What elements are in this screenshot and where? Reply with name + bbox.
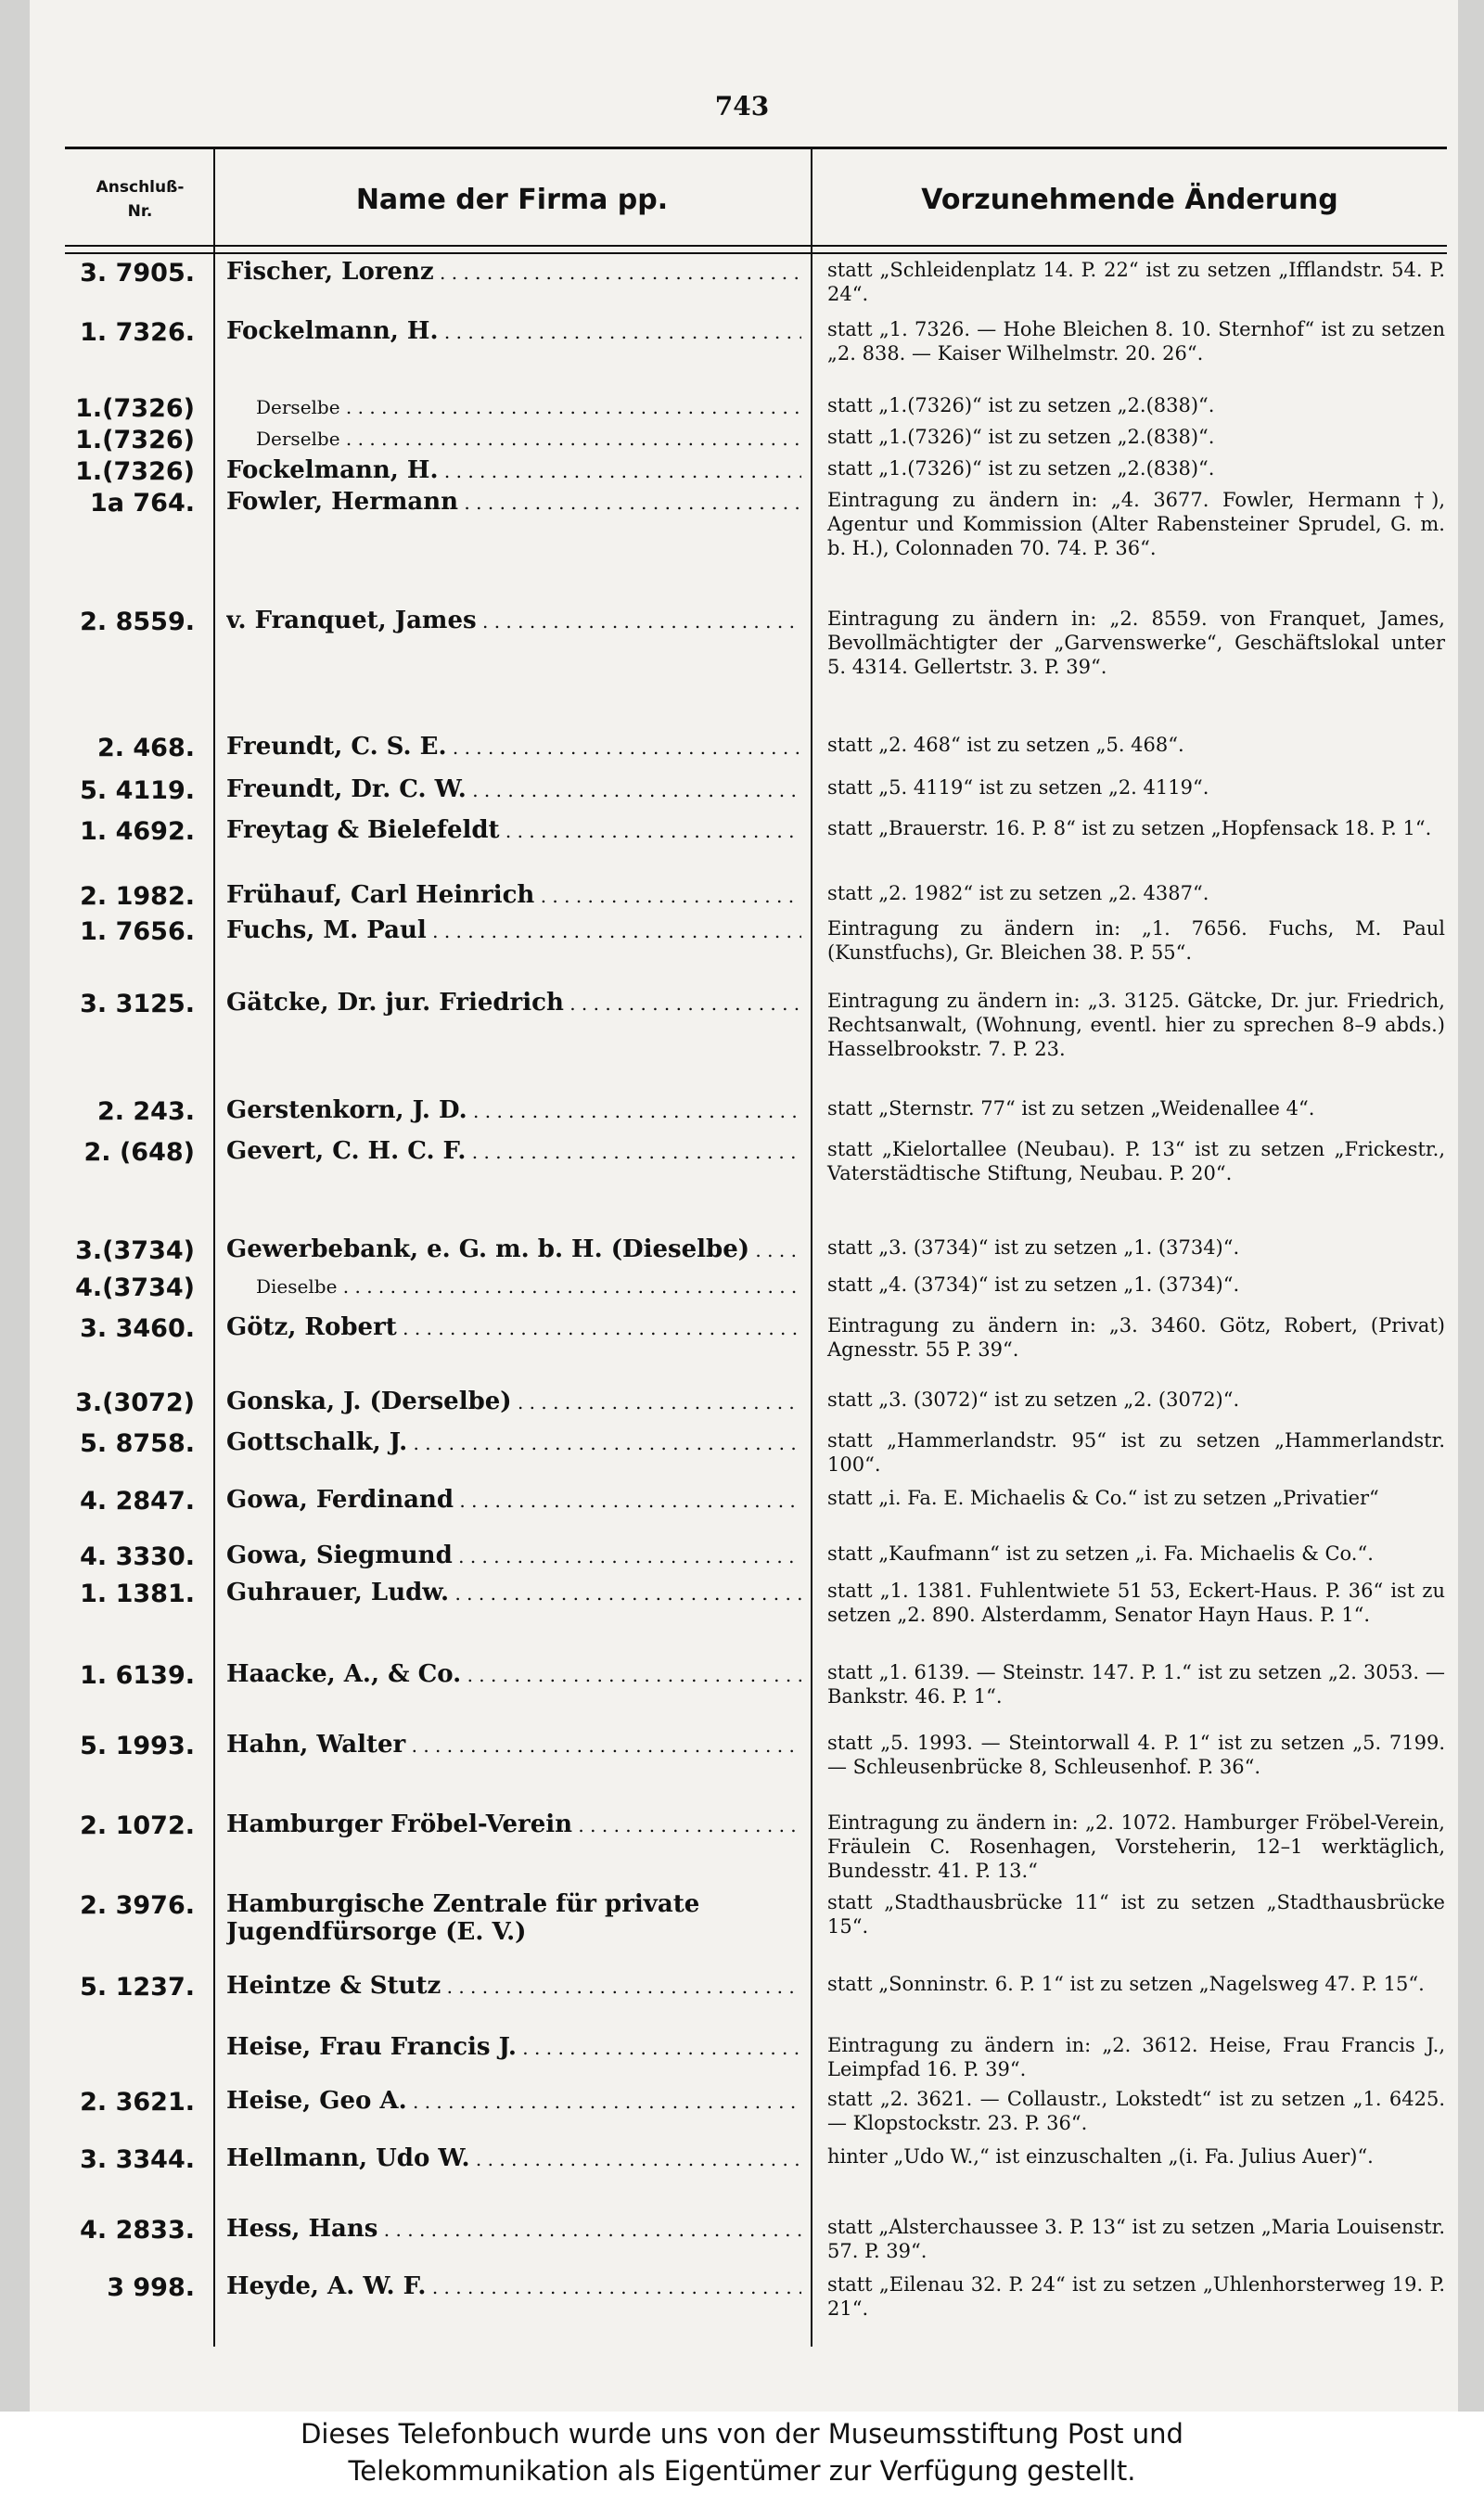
entry-name: Hahn, Walter . . .: [226, 1731, 801, 1759]
entry-number: 3. 7905.: [80, 259, 195, 288]
column-header-number-line2: Nr.: [127, 202, 153, 221]
entry-number: 2. 468.: [96, 734, 195, 762]
entry-name: Gottschalk, J. . . .: [226, 1428, 801, 1457]
column-header-number-line1: Anschluß-: [96, 178, 185, 197]
entry-name: Hamburgische Zentrale für private Jugendfürsorge (E. V.): [226, 1890, 700, 1946]
entry-name: Dieselbe . . .: [226, 1273, 801, 1300]
entry-name: Freundt, Dr. C. W. . . .: [226, 775, 801, 804]
entry-number: 5. 8758.: [80, 1429, 195, 1458]
entry-change: Eintragung zu ändern in: „1. 7656. Fuchs, M. Paul (Kunstfuchs), Gr. Bleichen 38. P. 55“.: [827, 917, 1445, 964]
entry-change: Eintragung zu ändern in: „2. 1072. Hamburger Fröbel-Verein, Fräulein C. Rosenhagen, Vorsteherin, 12–1 werktäglich, Bundesstr. 41. P. 13.“: [827, 1811, 1445, 1882]
entry-number: 4.(3734): [75, 1273, 195, 1302]
entry-name: Gowa, Siegmund . . .: [226, 1542, 801, 1570]
entry-change: statt „5. 1993. — Steintorwall 4. P. 1“ ist zu setzen „5. 7199. — Schleusenbrücke 8, Schleusenhof. P. 36“.: [827, 1732, 1445, 1778]
entry-change: statt „Sternstr. 77“ ist zu setzen „Weidenallee 4“.: [827, 1097, 1315, 1120]
entry-number: 4. 3330.: [80, 1542, 195, 1571]
entry-name: Derselbe . . .: [226, 425, 801, 453]
entry-change: statt „1. 6139. — Steinstr. 147. P. 1.“ ist zu setzen „2. 3053. — Bankstr. 46. P. 1“.: [827, 1661, 1445, 1708]
entry-change: statt „Brauerstr. 16. P. 8“ ist zu setzen „Hopfensack 18. P. 1“.: [827, 817, 1432, 839]
entry-name: Derselbe . . .: [226, 393, 801, 421]
entry-name: Haacke, A., & Co. . . .: [226, 1660, 801, 1689]
entry-change: statt „i. Fa. E. Michaelis & Co.“ ist zu setzen „Privatier“: [827, 1487, 1379, 1509]
entry-number: 1. 6139.: [80, 1661, 195, 1690]
column-header-name: Name der Firma pp.: [355, 183, 669, 216]
entry-name: Frühauf, Carl Heinrich . . .: [226, 881, 801, 910]
entry-change: Eintragung zu ändern in: „3. 3125. Gätcke, Dr. jur. Friedrich, Rechtsanwalt, (Wohnung, eventl. hier zu sprechen 8–9 abds.) Hasselbrookstr. 7. P. 23.: [827, 990, 1445, 1060]
entry-number: 1.(7326): [75, 426, 195, 454]
entry-number: 3.(3734): [75, 1236, 195, 1265]
entry-change: statt „Hammerlandstr. 95“ ist zu setzen „Hammerlandstr. 100“.: [827, 1429, 1445, 1476]
entry-change: statt „Eilenau 32. P. 24“ ist zu setzen „Uhlenhorsterweg 19. P. 21“.: [827, 2273, 1445, 2320]
entry-change: statt „1. 7326. — Hohe Bleichen 8. 10. Sternhof“ ist zu setzen „2. 838. — Kaiser Wilhelmstr. 20. 26“.: [827, 318, 1445, 365]
entry-name: Gowa, Ferdinand . . .: [226, 1486, 801, 1515]
entry-name: Heintze & Stutz . . .: [226, 1972, 801, 2001]
entry-name: Gätcke, Dr. jur. Friedrich . . .: [226, 989, 801, 1017]
entry-change: statt „Sonninstr. 6. P. 1“ ist zu setzen „Nagelsweg 47. P. 15“.: [827, 1973, 1425, 1995]
entry-change: Eintragung zu ändern in: „3. 3460. Götz, Robert, (Privat) Agnesstr. 55 P. 39“.: [827, 1314, 1445, 1361]
entry-change: statt „1.(7326)“ ist zu setzen „2.(838)“.: [827, 426, 1215, 448]
entry-number: 4. 2833.: [80, 2216, 195, 2245]
entry-name: Hess, Hans . . .: [226, 2215, 801, 2244]
entry-number: 3.(3072): [75, 1388, 195, 1417]
entry-change: Eintragung zu ändern in: „4. 3677. Fowler, Hermann †), Agentur und Kommission (Alter Rabensteiner Sprudel, G. m. b. H.), Colonnaden 70. 74. P. 36“.: [827, 489, 1445, 559]
page-number: 743: [714, 91, 770, 122]
entry-name: Fowler, Hermann . . .: [226, 488, 801, 517]
entry-change: statt „2. 3621. — Collaustr., Lokstedt“ ist zu setzen „1. 6425. — Klopstockstr. 23. P. 36“.: [827, 2088, 1445, 2134]
entry-number: 2. 3621.: [80, 2088, 195, 2117]
entry-name: Fockelmann, H. . . .: [226, 456, 801, 485]
entry-name: Fockelmann, H. . . .: [226, 317, 801, 346]
entry-number: 2. (648): [83, 1138, 195, 1167]
entry-change: statt „4. (3734)“ ist zu setzen „1. (3734)“.: [827, 1273, 1240, 1296]
column-header-change: Vorzunehmende Änderung: [921, 183, 1338, 216]
footer-notice: [0, 2412, 1484, 2495]
entry-number: 1. 1381.: [80, 1580, 195, 1608]
entry-name: Guhrauer, Ludw. . . .: [226, 1579, 801, 1607]
entry-number: 2. 243.: [96, 1097, 195, 1126]
entry-change: statt „3. (3072)“ ist zu setzen „2. (3072)“.: [827, 1388, 1240, 1411]
entry-change: statt „Kaufmann“ ist zu setzen „i. Fa. Michaelis & Co.“.: [827, 1542, 1374, 1565]
entry-change: statt „2. 1982“ ist zu setzen „2. 4387“.: [827, 882, 1209, 904]
entry-number: 3. 3460.: [80, 1314, 195, 1343]
entry-change: statt „1. 1381. Fuhlentwiete 51 53, Eckert-Haus. P. 36“ ist zu setzen „2. 890. Alsterdamm, Senator Hayn Haus. P. 1“.: [827, 1580, 1445, 1626]
footer-line-2: Telekommunikation als Eigentümer zur Verfügung gestellt.: [348, 2455, 1136, 2487]
entry-number: 4. 2847.: [80, 1487, 195, 1516]
entry-name: Freundt, C. S. E. . . .: [226, 733, 801, 761]
entry-number: 3 998.: [107, 2273, 195, 2302]
entry-change: statt „Alsterchaussee 3. P. 13“ ist zu setzen „Maria Louisenstr. 57. P. 39“.: [827, 2216, 1445, 2262]
entry-name: Heise, Frau Francis J. . . .: [226, 2033, 801, 2062]
entry-change: statt „2. 468“ ist zu setzen „5. 468“.: [827, 734, 1184, 756]
entry-change: statt „1.(7326)“ ist zu setzen „2.(838)“.: [827, 457, 1215, 480]
entry-name: Fuchs, M. Paul . . .: [226, 916, 801, 945]
entry-name: Heise, Geo A. . . .: [226, 2087, 801, 2116]
entry-number: 5. 1237.: [80, 1973, 195, 2002]
entry-name: Gewerbebank, e. G. m. b. H. (Dieselbe) . . .: [226, 1235, 801, 1264]
entry-change: statt „Kielortallee (Neubau). P. 13“ ist zu setzen „Frickestr., Vaterstädtische Stiftung, Neubau. P. 20“.: [827, 1138, 1445, 1184]
entry-name: Fischer, Lorenz . . .: [226, 258, 801, 287]
entry-number: 1. 7326.: [80, 318, 195, 347]
entry-name: Gevert, C. H. C. F. . . .: [226, 1137, 801, 1166]
entry-number: 3. 3344.: [80, 2145, 195, 2174]
entry-change: Eintragung zu ändern in: „2. 3612. Heise, Frau Francis J., Leimpfad 16. P. 39“.: [827, 2034, 1445, 2080]
entry-number: 1. 4692.: [80, 817, 195, 846]
entry-change: statt „Stadthausbrücke 11“ ist zu setzen „Stadthausbrücke 15“.: [827, 1891, 1445, 1938]
entry-name: Freytag & Bielefeldt . . .: [226, 816, 801, 845]
entry-name: v. Franquet, James . . .: [226, 607, 801, 635]
entry-number: 5. 4119.: [80, 776, 195, 805]
entry-number: 1.(7326): [75, 457, 195, 486]
entry-name: Hamburger Fröbel-Verein . . .: [226, 1810, 801, 1839]
footer-line-1: Dieses Telefonbuch wurde uns von der Museumsstiftung Post und: [301, 2418, 1183, 2450]
entry-name: Gerstenkorn, J. D. . . .: [226, 1096, 801, 1125]
entry-number: 5. 1993.: [80, 1732, 195, 1760]
entry-change: statt „5. 4119“ ist zu setzen „2. 4119“.: [827, 776, 1209, 799]
entry-number: 2. 8559.: [80, 608, 195, 636]
entry-number: 2. 1982.: [80, 882, 195, 911]
entry-number: 3. 3125.: [80, 990, 195, 1018]
entry-name: Hellmann, Udo W. . . .: [226, 2144, 801, 2173]
entry-name: Heyde, A. W. F. . . .: [226, 2272, 801, 2301]
entry-number: 1a 764.: [89, 489, 195, 518]
entry-change: hinter „Udo W.,“ ist einzuschalten „(i. Fa. Julius Auer)“.: [827, 2145, 1374, 2168]
entry-change: statt „1.(7326)“ ist zu setzen „2.(838)“.: [827, 394, 1215, 416]
entry-number: 2. 3976.: [80, 1891, 195, 1920]
entry-name: Götz, Robert . . .: [226, 1313, 801, 1342]
entry-number: 2. 1072.: [80, 1811, 195, 1840]
entry-change: statt „3. (3734)“ ist zu setzen „1. (3734)“.: [827, 1236, 1240, 1259]
entry-change: statt „Schleidenplatz 14. P. 22“ ist zu setzen „Ifflandstr. 54. P. 24“.: [827, 259, 1445, 305]
entry-number: 1. 7656.: [80, 917, 195, 946]
entry-number: 1.(7326): [75, 394, 195, 423]
entry-name: Gonska, J. (Derselbe) . . .: [226, 1388, 801, 1416]
entry-change: Eintragung zu ändern in: „2. 8559. von Franquet, James, Bevollmächtigter der „Garvenswerke“, Geschäftslokal unter 5. 4314. Gellertstr. 3. P. 39“.: [827, 608, 1445, 678]
